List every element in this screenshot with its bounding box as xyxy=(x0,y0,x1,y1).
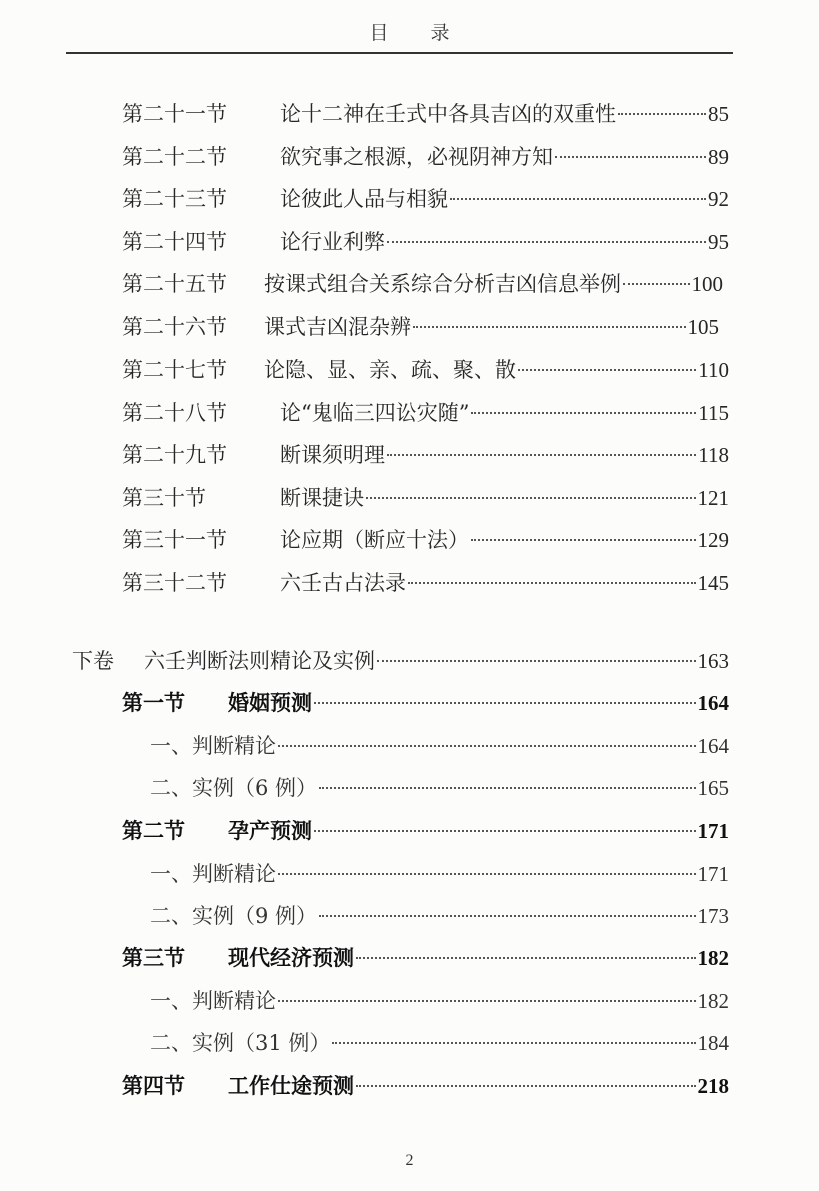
section-number: 第二十二节 xyxy=(122,145,227,169)
dot-leader xyxy=(314,830,696,832)
subentry-title: 二、实例（31 例） xyxy=(150,1031,331,1055)
page-ref: 115 xyxy=(698,401,729,425)
page-ref: 171 xyxy=(697,819,729,843)
page-ref: 182 xyxy=(697,989,729,1013)
section-title: 论应期（断应十法） xyxy=(280,528,469,552)
subentry-title: 一、判断精论 xyxy=(150,989,276,1013)
dot-leader xyxy=(319,787,695,789)
toc-entry[interactable] xyxy=(122,182,729,216)
volume-number: 下卷 xyxy=(72,649,114,673)
dot-leader xyxy=(518,369,696,371)
toc-entry[interactable] xyxy=(122,438,729,472)
toc-subentry[interactable] xyxy=(150,857,729,891)
page-ref: 85 xyxy=(708,102,729,126)
chapter-number: 第一节 xyxy=(122,690,185,715)
page-ref: 105 xyxy=(687,315,719,339)
dot-leader xyxy=(618,113,706,115)
section-number: 第三十二节 xyxy=(122,571,227,595)
toc-subentry[interactable] xyxy=(150,984,729,1018)
dot-leader xyxy=(623,283,690,285)
dot-leader xyxy=(471,412,696,414)
page-ref: 100 xyxy=(691,272,723,296)
toc-subentry[interactable] xyxy=(150,771,729,805)
dot-leader xyxy=(408,582,696,584)
dot-leader xyxy=(319,915,695,917)
subentry-title: 一、判断精论 xyxy=(150,734,276,758)
section-title: 论“鬼临三四讼灾随” xyxy=(280,401,470,425)
section-number: 第二十六节 xyxy=(122,315,227,339)
toc-volume-entry[interactable] xyxy=(72,644,729,678)
section-title: 课式吉凶混杂辨 xyxy=(264,315,411,339)
section-title: 论十二神在壬式中各具吉凶的双重性 xyxy=(280,102,616,126)
toc-subentry[interactable] xyxy=(150,899,729,933)
toc-entry[interactable] xyxy=(122,310,719,344)
page-ref: 110 xyxy=(698,358,729,382)
toc-entry[interactable] xyxy=(122,140,729,174)
section-title: 论隐、显、亲、疏、聚、散 xyxy=(264,358,516,382)
section-number: 第二十八节 xyxy=(122,401,227,425)
toc-subentry[interactable] xyxy=(150,729,729,763)
header-char-lu: 录 xyxy=(430,22,450,44)
section-title: 按课式组合关系综合分析吉凶信息举例 xyxy=(264,272,621,296)
page-ref: 218 xyxy=(697,1074,729,1098)
dot-leader xyxy=(356,957,696,959)
dot-leader xyxy=(278,1000,696,1002)
dot-leader xyxy=(278,873,696,875)
chapter-title: 婚姻预测 xyxy=(228,690,312,715)
page-ref: 171 xyxy=(697,862,729,886)
section-title: 论彼此人品与相貌 xyxy=(280,187,448,211)
dot-leader xyxy=(450,198,706,200)
toc-chapter-entry[interactable] xyxy=(122,814,729,848)
dot-leader xyxy=(471,539,696,541)
section-number: 第三十一节 xyxy=(122,528,227,552)
chapter-title: 现代经济预测 xyxy=(228,945,354,970)
page-ref: 182 xyxy=(697,946,729,970)
chapter-title: 孕产预测 xyxy=(228,818,312,843)
toc-entry[interactable] xyxy=(122,566,729,600)
dot-leader xyxy=(555,156,706,158)
page-ref: 129 xyxy=(697,528,729,552)
running-header xyxy=(0,18,819,45)
chapter-number: 第四节 xyxy=(122,1073,185,1098)
toc-entry[interactable] xyxy=(122,481,729,515)
page-ref: 121 xyxy=(697,486,729,510)
header-rule xyxy=(66,52,733,54)
section-number: 第二十五节 xyxy=(122,272,227,296)
chapter-number: 第二节 xyxy=(122,818,185,843)
toc-entry[interactable] xyxy=(122,396,729,430)
section-number: 第二十三节 xyxy=(122,187,227,211)
section-title: 断课须明理 xyxy=(280,443,385,467)
page-ref: 118 xyxy=(698,443,729,467)
toc-entry[interactable] xyxy=(122,97,729,131)
page-ref: 184 xyxy=(697,1031,729,1055)
page-ref: 145 xyxy=(697,571,729,595)
page-ref: 164 xyxy=(697,734,729,758)
page-ref: 164 xyxy=(697,691,729,715)
dot-leader xyxy=(413,326,686,328)
toc-chapter-entry[interactable] xyxy=(122,1069,729,1103)
toc-entry[interactable] xyxy=(122,523,729,557)
subentry-title: 二、实例（9 例） xyxy=(150,904,318,928)
section-number: 第二十四节 xyxy=(122,230,227,254)
dot-leader xyxy=(387,454,696,456)
page-ref: 89 xyxy=(708,145,729,169)
section-number: 第三十节 xyxy=(122,486,206,510)
section-title: 断课捷诀 xyxy=(280,486,364,510)
dot-leader xyxy=(377,660,696,662)
page-ref: 173 xyxy=(697,904,729,928)
page-ref: 165 xyxy=(697,776,729,800)
dot-leader xyxy=(278,745,696,747)
header-char-mu: 目 xyxy=(369,22,389,44)
subentry-title: 二、实例（6 例） xyxy=(150,776,318,800)
dot-leader xyxy=(332,1042,695,1044)
page-ref: 95 xyxy=(708,230,729,254)
dot-leader xyxy=(314,702,696,704)
toc-entry[interactable] xyxy=(122,353,729,387)
subentry-title: 一、判断精论 xyxy=(150,862,276,886)
section-title: 欲究事之根源，必视阴神方知 xyxy=(280,145,553,169)
section-number: 第二十九节 xyxy=(122,443,227,467)
section-title: 六壬古占法录 xyxy=(280,571,406,595)
page-ref: 163 xyxy=(697,649,729,673)
toc-chapter-entry[interactable] xyxy=(122,686,729,720)
section-number: 第二十七节 xyxy=(122,358,227,382)
dot-leader xyxy=(366,497,696,499)
toc-chapter-entry[interactable] xyxy=(122,941,729,975)
chapter-title: 工作仕途预测 xyxy=(228,1073,354,1098)
toc-entry[interactable] xyxy=(122,225,729,259)
section-number: 第二十一节 xyxy=(122,102,227,126)
toc-subentry[interactable] xyxy=(150,1026,729,1060)
volume-title: 六壬判断法则精论及实例 xyxy=(144,649,375,673)
page-ref: 92 xyxy=(708,187,729,211)
page-number: 2 xyxy=(405,1152,414,1169)
section-title: 论行业利弊 xyxy=(280,230,385,254)
toc-entry[interactable] xyxy=(122,267,723,301)
dot-leader xyxy=(387,241,706,243)
chapter-number: 第三节 xyxy=(122,945,185,970)
dot-leader xyxy=(356,1085,696,1087)
